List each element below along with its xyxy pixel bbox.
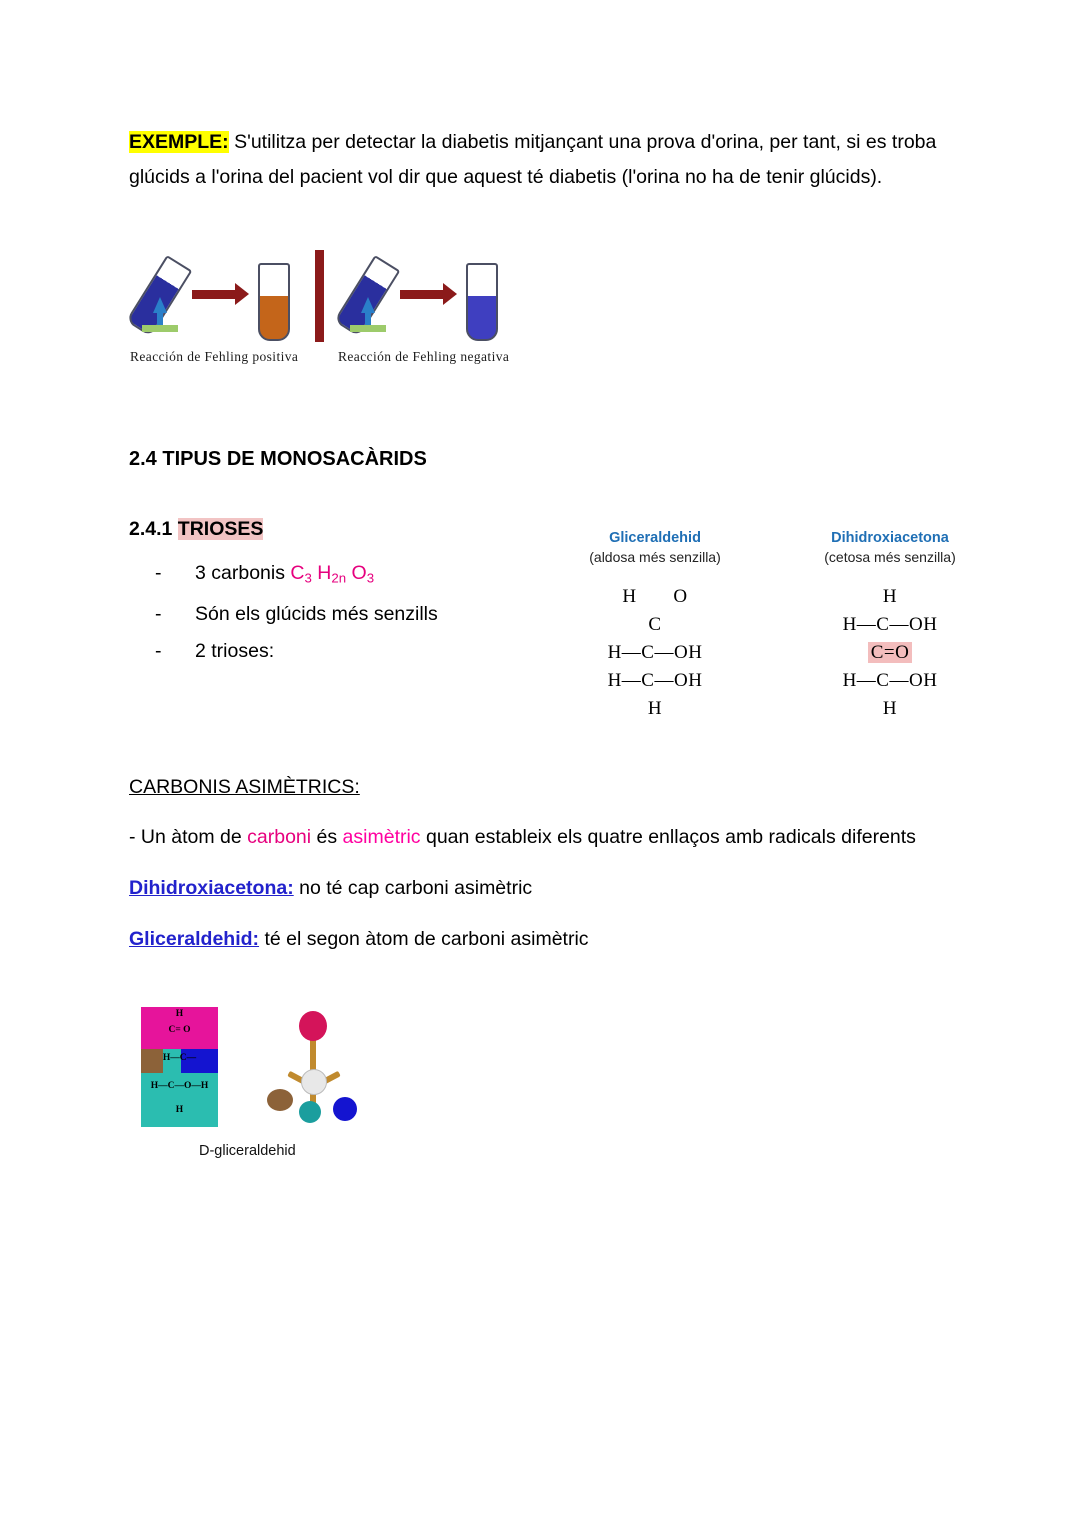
dihidroxiacetona-row-5: H [882, 698, 898, 719]
dihidroxiacetona-label: Dihidroxiacetona: [129, 877, 294, 899]
bullet-dash: - [155, 640, 162, 663]
subsection-title: TRIOSES [177, 518, 264, 540]
dihidroxiacetona-row-1: H [882, 586, 898, 607]
drop-icon-positive [153, 297, 167, 313]
word-carboni: carboni [247, 826, 312, 848]
dihidroxiacetona-note-text: no té cap carboni asimètric [293, 877, 533, 899]
fischer-label-3: H—C— [162, 1053, 197, 1063]
section-heading: 2.4 TIPUS DE MONOSACÀRIDS [129, 448, 427, 470]
dihidroxiacetona-row-4: H—C—OH [842, 670, 938, 691]
bullet-text: Són els glúcids més senzills [195, 603, 438, 626]
gliceraldehid-title: Gliceraldehid [609, 530, 701, 546]
asymmetric-text-block [129, 820, 954, 957]
stand-base-positive [142, 325, 178, 332]
gliceraldehid-note-text: té el segon àtom de carboni asimètric [259, 928, 589, 950]
result-tube-positive [258, 263, 290, 341]
ball-and-stick-model [261, 1011, 371, 1129]
asymmetric-definition [129, 820, 954, 855]
def-mid: és [311, 826, 343, 848]
d-gliceraldehid-figure [141, 1007, 381, 1157]
carbon-atom-center [301, 1069, 327, 1095]
word-asimetric: asimètric [342, 826, 421, 848]
exemple-text: S'utilitza per detectar la diabetis mitjançant una prova d'orina, per tant, si es troba glúcids a l'orina del pacient vol dir que aquest té diabetis (l'orina no ha de tenir glúcids). [129, 131, 937, 188]
fischer-label-2: C= O [168, 1025, 191, 1035]
substituent-atom-bottom [299, 1101, 321, 1123]
dihidroxiacetona-structure [790, 530, 990, 723]
example-paragraph-block [129, 125, 954, 195]
substituent-atom-right [333, 1097, 357, 1121]
asymmetric-heading: CARBONIS ASIMÈTRICS: [129, 776, 360, 798]
stand-base-negative [350, 325, 386, 332]
gliceraldehid-row-5: H [647, 698, 663, 719]
substituent-atom-left [267, 1089, 293, 1111]
fischer-label-5: H [175, 1105, 184, 1115]
example-paragraph [129, 125, 954, 195]
dihidroxiacetona-row-2: H—C—OH [842, 614, 938, 635]
caption-positive: Reacción de Fehling positiva [130, 349, 299, 364]
subsection-number: 2.4.1 [129, 518, 178, 540]
fehling-reaction-figure [130, 245, 520, 365]
list-item [155, 633, 438, 670]
trioses-bullet-list [155, 555, 438, 670]
fischer-label-4: H—C—O—H [150, 1081, 209, 1091]
bullet-dash: - [155, 603, 162, 626]
oxygen-atom-top [299, 1011, 327, 1041]
d-gliceraldehid-caption: D-gliceraldehid [199, 1143, 296, 1159]
dihidroxiacetona-title: Dihidroxiacetona [831, 530, 949, 546]
def-post: quan estableix els quatre enllaços amb radicals diferents [420, 826, 916, 848]
bullet-text: 2 trioses: [195, 640, 275, 663]
def-pre: - Un àtom de [129, 826, 248, 848]
exemple-label: EXEMPLE: [129, 131, 229, 153]
gliceraldehid-row-3: H—C—OH [607, 642, 703, 663]
dihidroxiacetona-note [129, 871, 954, 906]
figure-divider [315, 250, 324, 342]
caption-negative: Reacción de Fehling negativa [338, 349, 510, 364]
gliceraldehid-row-1: H O [622, 586, 688, 607]
fischer-projection [141, 1007, 218, 1127]
dihidroxiacetona-subtitle: (cetosa més senzilla) [824, 549, 956, 565]
molecule-structures-figure [560, 530, 990, 730]
gliceraldehid-note [129, 922, 954, 957]
fischer-label-1: H [175, 1009, 184, 1019]
bullet-dash: - [155, 562, 162, 584]
gliceraldehid-row-4: H—C—OH [607, 670, 703, 691]
arrow-icon-negative [400, 290, 444, 299]
result-tube-negative [466, 263, 498, 341]
list-item [155, 596, 438, 633]
gliceraldehid-structure [560, 530, 750, 723]
chemical-formula: $C_3$ $H_{2n}$ $O_3$ [290, 562, 375, 586]
gliceraldehid-row-2: C [648, 611, 661, 639]
subsection-heading [129, 518, 263, 541]
gliceraldehid-subtitle: (aldosa més senzilla) [589, 549, 721, 565]
arrow-icon-positive [192, 290, 236, 299]
bullet-text: 3 carbonis $C_3$ $H_{2n}$ $O_3$ [195, 562, 375, 586]
list-item [155, 555, 438, 596]
gliceraldehid-label: Gliceraldehid: [129, 928, 260, 950]
drop-icon-negative [361, 297, 375, 313]
dihidroxiacetona-row-3: C=O [790, 639, 990, 667]
